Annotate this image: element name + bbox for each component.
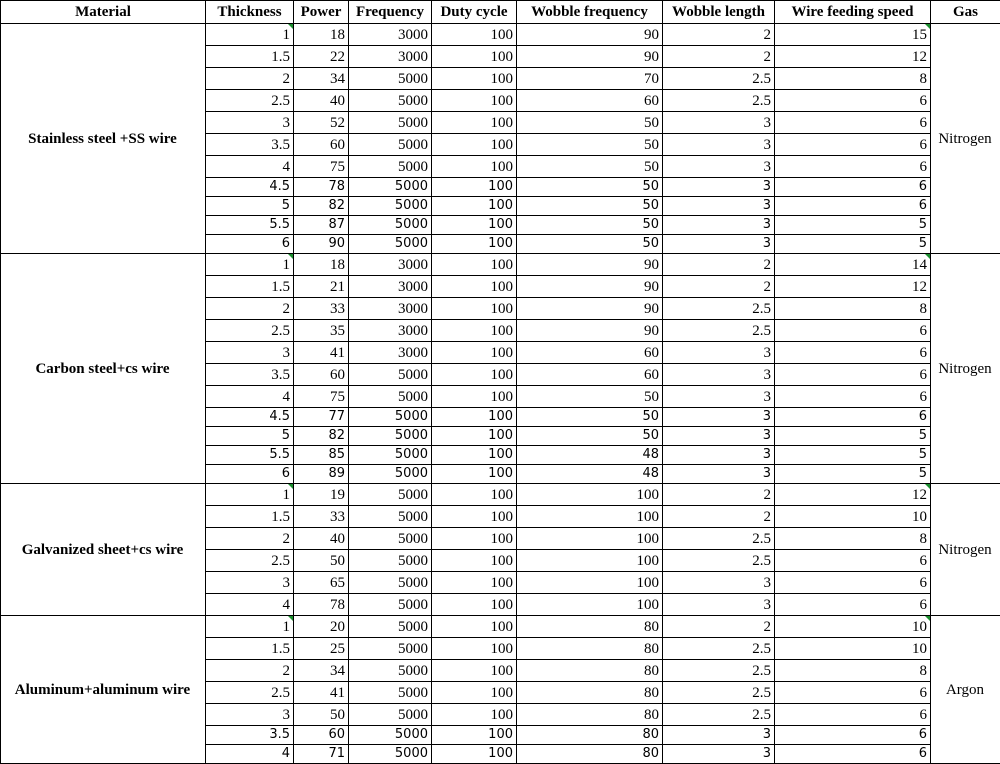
header-frequency: Frequency [349,1,432,24]
frequency-cell: 5000 [349,197,432,216]
wobble-frequency-cell: 100 [517,594,663,616]
duty-cycle-cell: 100 [432,276,517,298]
duty-cycle-cell: 100 [432,178,517,197]
wobble-length-cell: 3 [663,465,775,484]
wobble-frequency-cell: 80 [517,638,663,660]
frequency-cell: 3000 [349,320,432,342]
duty-cycle-cell: 100 [432,134,517,156]
power-cell: 82 [294,427,349,446]
power-cell: 34 [294,68,349,90]
wobble-length-cell: 2.5 [663,682,775,704]
thickness-cell: 4.5 [206,178,294,197]
thickness-cell: 4 [206,594,294,616]
power-cell: 71 [294,745,349,764]
wobble-frequency-cell: 50 [517,427,663,446]
material-cell: Carbon steel+cs wire [1,254,206,484]
frequency-cell: 3000 [349,342,432,364]
wobble-length-cell: 3 [663,408,775,427]
power-cell: 40 [294,90,349,112]
wobble-length-cell: 2.5 [663,528,775,550]
frequency-cell: 5000 [349,550,432,572]
table-row [1,254,1000,276]
thickness-cell: 2.5 [206,90,294,112]
wobble-frequency-cell: 50 [517,112,663,134]
power-cell: 60 [294,134,349,156]
frequency-cell: 5000 [349,745,432,764]
power-cell: 25 [294,638,349,660]
duty-cycle-cell: 100 [432,726,517,745]
thickness-cell: 2 [206,68,294,90]
duty-cycle-cell: 100 [432,446,517,465]
duty-cycle-cell: 100 [432,528,517,550]
wobble-frequency-cell: 60 [517,342,663,364]
duty-cycle-cell: 100 [432,320,517,342]
wobble-frequency-cell: 100 [517,528,663,550]
gas-cell: Argon [931,616,1000,764]
wobble-frequency-cell: 100 [517,572,663,594]
header-row [1,1,1000,24]
power-cell: 87 [294,216,349,235]
power-cell: 65 [294,572,349,594]
frequency-cell: 5000 [349,386,432,408]
duty-cycle-cell: 100 [432,298,517,320]
wobble-length-cell: 3 [663,427,775,446]
wire-feeding-speed-cell: 5 [775,216,931,235]
wobble-length-cell: 2 [663,276,775,298]
wobble-length-cell: 2 [663,24,775,46]
header-wire-feeding-speed: Wire feeding speed [775,1,931,24]
wobble-length-cell: 2 [663,484,775,506]
power-cell: 75 [294,156,349,178]
thickness-cell: 3.5 [206,364,294,386]
header-thickness: Thickness [206,1,294,24]
header-duty-cycle: Duty cycle [432,1,517,24]
wobble-length-cell: 3 [663,156,775,178]
frequency-cell: 5000 [349,90,432,112]
wire-feeding-speed-cell: 6 [775,178,931,197]
thickness-cell: 1.5 [206,638,294,660]
wire-feeding-speed-cell: 6 [775,134,931,156]
wire-feeding-speed-cell: 6 [775,197,931,216]
duty-cycle-cell: 100 [432,24,517,46]
thickness-cell: 3 [206,112,294,134]
wobble-length-cell: 3 [663,216,775,235]
duty-cycle-cell: 100 [432,484,517,506]
duty-cycle-cell: 100 [432,342,517,364]
wire-feeding-speed-cell: 5 [775,465,931,484]
header-wobble-frequency: Wobble frequency [517,1,663,24]
power-cell: 20 [294,616,349,638]
duty-cycle-cell: 100 [432,465,517,484]
header-material: Material [1,1,206,24]
wire-feeding-speed-cell: 6 [775,408,931,427]
wire-feeding-speed-cell: 6 [775,342,931,364]
wobble-frequency-cell: 90 [517,46,663,68]
wire-feeding-speed-cell: 12 [775,276,931,298]
wobble-length-cell: 3 [663,134,775,156]
wobble-length-cell: 3 [663,726,775,745]
wire-feeding-speed-cell: 6 [775,594,931,616]
frequency-cell: 5000 [349,446,432,465]
thickness-cell: 1.5 [206,276,294,298]
wobble-length-cell: 2.5 [663,298,775,320]
wire-feeding-speed-cell: 10 [775,506,931,528]
frequency-cell: 5000 [349,112,432,134]
table-row [1,616,1000,638]
wire-feeding-speed-cell: 14 [775,254,931,276]
wire-feeding-speed-cell: 10 [775,638,931,660]
header-wobble-length: Wobble length [663,1,775,24]
wire-feeding-speed-cell: 5 [775,235,931,254]
thickness-cell: 2.5 [206,682,294,704]
power-cell: 50 [294,550,349,572]
duty-cycle-cell: 100 [432,616,517,638]
power-cell: 85 [294,446,349,465]
thickness-cell: 3 [206,342,294,364]
thickness-cell: 3 [206,572,294,594]
duty-cycle-cell: 100 [432,197,517,216]
thickness-cell: 1 [206,484,294,506]
power-cell: 60 [294,726,349,745]
wire-feeding-speed-cell: 15 [775,24,931,46]
thickness-cell: 2 [206,660,294,682]
power-cell: 78 [294,594,349,616]
thickness-cell: 1.5 [206,506,294,528]
thickness-cell: 5.5 [206,446,294,465]
wobble-length-cell: 3 [663,572,775,594]
wobble-frequency-cell: 50 [517,197,663,216]
wire-feeding-speed-cell: 6 [775,726,931,745]
thickness-cell: 1.5 [206,46,294,68]
thickness-cell: 6 [206,465,294,484]
frequency-cell: 5000 [349,235,432,254]
wobble-frequency-cell: 90 [517,298,663,320]
power-cell: 82 [294,197,349,216]
wobble-frequency-cell: 50 [517,408,663,427]
thickness-cell: 4 [206,745,294,764]
header-power: Power [294,1,349,24]
thickness-cell: 3.5 [206,726,294,745]
duty-cycle-cell: 100 [432,745,517,764]
power-cell: 60 [294,364,349,386]
wobble-length-cell: 3 [663,446,775,465]
duty-cycle-cell: 100 [432,638,517,660]
frequency-cell: 5000 [349,726,432,745]
duty-cycle-cell: 100 [432,506,517,528]
wire-feeding-speed-cell: 12 [775,484,931,506]
duty-cycle-cell: 100 [432,682,517,704]
power-cell: 35 [294,320,349,342]
wobble-length-cell: 3 [663,364,775,386]
power-cell: 33 [294,298,349,320]
wobble-frequency-cell: 80 [517,660,663,682]
frequency-cell: 3000 [349,276,432,298]
wobble-length-cell: 2.5 [663,320,775,342]
wobble-length-cell: 2 [663,616,775,638]
frequency-cell: 5000 [349,178,432,197]
header-gas: Gas [931,1,1000,24]
frequency-cell: 3000 [349,46,432,68]
power-cell: 18 [294,24,349,46]
thickness-cell: 5 [206,427,294,446]
wobble-length-cell: 3 [663,197,775,216]
wire-feeding-speed-cell: 5 [775,446,931,465]
power-cell: 89 [294,465,349,484]
wobble-length-cell: 3 [663,594,775,616]
frequency-cell: 5000 [349,616,432,638]
material-cell: Stainless steel +SS wire [1,24,206,254]
frequency-cell: 5000 [349,134,432,156]
material-cell: Galvanized sheet+cs wire [1,484,206,616]
duty-cycle-cell: 100 [432,90,517,112]
wobble-frequency-cell: 60 [517,364,663,386]
wire-feeding-speed-cell: 5 [775,427,931,446]
wire-feeding-speed-cell: 6 [775,550,931,572]
duty-cycle-cell: 100 [432,550,517,572]
wire-feeding-speed-cell: 8 [775,528,931,550]
thickness-cell: 1 [206,616,294,638]
thickness-cell: 4 [206,386,294,408]
gas-cell: Nitrogen [931,254,1000,484]
wobble-length-cell: 3 [663,178,775,197]
wobble-frequency-cell: 48 [517,465,663,484]
wobble-length-cell: 2.5 [663,638,775,660]
wobble-frequency-cell: 60 [517,90,663,112]
wobble-frequency-cell: 90 [517,276,663,298]
wire-feeding-speed-cell: 6 [775,386,931,408]
frequency-cell: 5000 [349,506,432,528]
thickness-cell: 4 [206,156,294,178]
material-cell: Aluminum+aluminum wire [1,616,206,764]
thickness-cell: 4.5 [206,408,294,427]
thickness-cell: 1 [206,24,294,46]
power-cell: 33 [294,506,349,528]
frequency-cell: 5000 [349,682,432,704]
wire-feeding-speed-cell: 6 [775,112,931,134]
wobble-frequency-cell: 90 [517,320,663,342]
gas-cell: Nitrogen [931,484,1000,616]
wobble-frequency-cell: 80 [517,704,663,726]
frequency-cell: 5000 [349,408,432,427]
wobble-frequency-cell: 100 [517,506,663,528]
wire-feeding-speed-cell: 6 [775,704,931,726]
gas-cell: Nitrogen [931,24,1000,254]
wire-feeding-speed-cell: 6 [775,682,931,704]
wobble-length-cell: 2.5 [663,550,775,572]
thickness-cell: 5.5 [206,216,294,235]
wobble-frequency-cell: 80 [517,726,663,745]
wobble-length-cell: 2.5 [663,704,775,726]
frequency-cell: 3000 [349,298,432,320]
thickness-cell: 3 [206,704,294,726]
wobble-length-cell: 2 [663,46,775,68]
wobble-frequency-cell: 100 [517,550,663,572]
thickness-cell: 2.5 [206,320,294,342]
duty-cycle-cell: 100 [432,364,517,386]
duty-cycle-cell: 100 [432,254,517,276]
power-cell: 50 [294,704,349,726]
wobble-length-cell: 3 [663,342,775,364]
frequency-cell: 5000 [349,216,432,235]
frequency-cell: 5000 [349,68,432,90]
duty-cycle-cell: 100 [432,594,517,616]
frequency-cell: 5000 [349,465,432,484]
wire-feeding-speed-cell: 6 [775,156,931,178]
frequency-cell: 3000 [349,254,432,276]
wobble-length-cell: 3 [663,745,775,764]
power-cell: 52 [294,112,349,134]
wire-feeding-speed-cell: 8 [775,298,931,320]
duty-cycle-cell: 100 [432,572,517,594]
wobble-length-cell: 2 [663,506,775,528]
frequency-cell: 5000 [349,427,432,446]
thickness-cell: 5 [206,197,294,216]
frequency-cell: 5000 [349,484,432,506]
frequency-cell: 5000 [349,364,432,386]
wire-feeding-speed-cell: 10 [775,616,931,638]
table-row [1,484,1000,506]
duty-cycle-cell: 100 [432,68,517,90]
thickness-cell: 2.5 [206,550,294,572]
duty-cycle-cell: 100 [432,704,517,726]
duty-cycle-cell: 100 [432,216,517,235]
table-row [1,24,1000,46]
wire-feeding-speed-cell: 6 [775,90,931,112]
power-cell: 18 [294,254,349,276]
wobble-frequency-cell: 70 [517,68,663,90]
wobble-length-cell: 2.5 [663,68,775,90]
duty-cycle-cell: 100 [432,112,517,134]
power-cell: 78 [294,178,349,197]
wobble-frequency-cell: 48 [517,446,663,465]
power-cell: 75 [294,386,349,408]
duty-cycle-cell: 100 [432,46,517,68]
wobble-frequency-cell: 50 [517,216,663,235]
wobble-length-cell: 3 [663,386,775,408]
duty-cycle-cell: 100 [432,408,517,427]
frequency-cell: 5000 [349,572,432,594]
frequency-cell: 5000 [349,704,432,726]
frequency-cell: 5000 [349,528,432,550]
power-cell: 21 [294,276,349,298]
wire-feeding-speed-cell: 8 [775,68,931,90]
wobble-length-cell: 3 [663,235,775,254]
duty-cycle-cell: 100 [432,235,517,254]
wobble-length-cell: 3 [663,112,775,134]
thickness-cell: 2 [206,528,294,550]
thickness-cell: 2 [206,298,294,320]
duty-cycle-cell: 100 [432,156,517,178]
power-cell: 41 [294,342,349,364]
frequency-cell: 5000 [349,638,432,660]
wobble-frequency-cell: 50 [517,386,663,408]
power-cell: 22 [294,46,349,68]
wire-feeding-speed-cell: 6 [775,364,931,386]
frequency-cell: 5000 [349,156,432,178]
wire-feeding-speed-cell: 6 [775,320,931,342]
power-cell: 77 [294,408,349,427]
wobble-frequency-cell: 50 [517,134,663,156]
frequency-cell: 3000 [349,24,432,46]
wire-feeding-speed-cell: 8 [775,660,931,682]
wire-feeding-speed-cell: 6 [775,745,931,764]
wobble-frequency-cell: 50 [517,178,663,197]
wobble-frequency-cell: 50 [517,156,663,178]
thickness-cell: 3.5 [206,134,294,156]
wobble-frequency-cell: 80 [517,682,663,704]
power-cell: 40 [294,528,349,550]
wire-feeding-speed-cell: 12 [775,46,931,68]
wobble-frequency-cell: 50 [517,235,663,254]
wobble-length-cell: 2.5 [663,660,775,682]
wobble-frequency-cell: 80 [517,745,663,764]
duty-cycle-cell: 100 [432,386,517,408]
wobble-frequency-cell: 80 [517,616,663,638]
thickness-cell: 6 [206,235,294,254]
power-cell: 34 [294,660,349,682]
wobble-length-cell: 2.5 [663,90,775,112]
duty-cycle-cell: 100 [432,427,517,446]
power-cell: 19 [294,484,349,506]
thickness-cell: 1 [206,254,294,276]
duty-cycle-cell: 100 [432,660,517,682]
table-body [1,24,1000,764]
wobble-frequency-cell: 90 [517,254,663,276]
wobble-frequency-cell: 100 [517,484,663,506]
frequency-cell: 5000 [349,660,432,682]
wire-feeding-speed-cell: 6 [775,572,931,594]
power-cell: 90 [294,235,349,254]
frequency-cell: 5000 [349,594,432,616]
wobble-length-cell: 2 [663,254,775,276]
power-cell: 41 [294,682,349,704]
wobble-frequency-cell: 90 [517,24,663,46]
